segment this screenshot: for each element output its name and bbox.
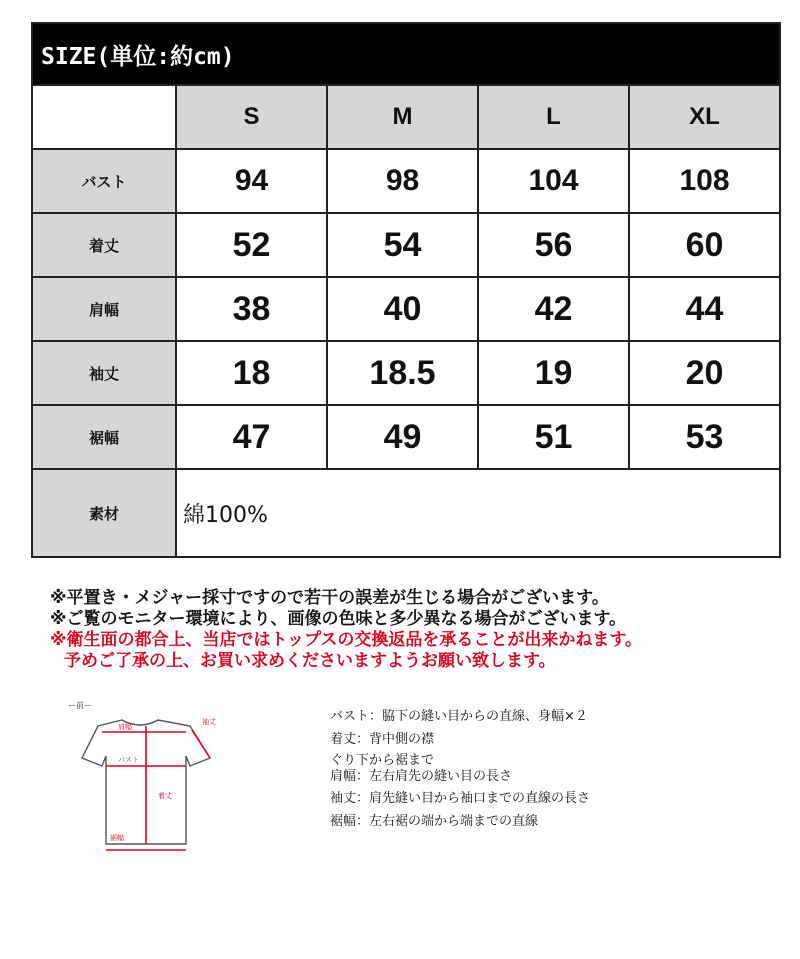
front-label: ー前ー xyxy=(68,701,92,710)
measurement-legend xyxy=(330,706,590,832)
table-cell: 44 xyxy=(629,277,780,341)
hem-diagram-label: 裾幅 xyxy=(110,834,124,842)
row-label-bust: バスト xyxy=(32,149,176,213)
size-header-xl: XL xyxy=(629,85,780,149)
table-cell: 49 xyxy=(327,405,478,469)
size-table xyxy=(31,22,781,558)
table-title: SIZE(単位:約cm) xyxy=(32,23,780,85)
table-cell: 104 xyxy=(478,149,629,213)
size-header-l: L xyxy=(478,85,629,149)
legend-shoulder: 肩幅：左右肩先の縫い目の長さ xyxy=(330,769,513,784)
row-label-length: 着丈 xyxy=(32,213,176,277)
table-cell: 54 xyxy=(327,213,478,277)
table-cell: 42 xyxy=(478,277,629,341)
material-value: 綿100% xyxy=(176,469,780,557)
size-header-s: S xyxy=(176,85,327,149)
legend-length-cont: ぐり下から裾まで xyxy=(330,753,435,768)
length-diagram-label: 着丈 xyxy=(158,792,172,800)
table-cell: 20 xyxy=(629,341,780,405)
row-label-material: 素材 xyxy=(32,469,176,557)
legend-length: 着丈：背中側の襟 xyxy=(330,732,435,747)
legend-bust: バスト：脇下の縫い目からの直線、身幅×２ xyxy=(330,709,588,724)
table-cell: 18.5 xyxy=(327,341,478,405)
shoulder-diagram-label: 肩幅 xyxy=(118,723,132,731)
header-corner xyxy=(32,85,176,149)
size-header-row xyxy=(32,85,780,149)
table-cell: 51 xyxy=(478,405,629,469)
table-cell: 47 xyxy=(176,405,327,469)
table-row-length xyxy=(32,213,780,277)
table-cell: 18 xyxy=(176,341,327,405)
warning-line: ※衛生面の都合上、当店ではトップスの交換返品を承ることが出来かねます。 xyxy=(50,630,642,650)
table-row-shoulder xyxy=(32,277,780,341)
table-cell: 40 xyxy=(327,277,478,341)
table-row-sleeve xyxy=(32,341,780,405)
tshirt-diagram xyxy=(62,698,242,858)
table-cell: 53 xyxy=(629,405,780,469)
bust-diagram-label: バスト xyxy=(118,756,139,764)
table-cell: 38 xyxy=(176,277,327,341)
table-cell: 56 xyxy=(478,213,629,277)
table-cell: 19 xyxy=(478,341,629,405)
table-cell: 108 xyxy=(629,149,780,213)
size-header-m: M xyxy=(327,85,478,149)
table-row-material xyxy=(32,469,780,557)
note-line: ※ご覧のモニター環境により、画像の色味と多少異なる場合がございます。 xyxy=(50,609,627,629)
sleeve-diagram-label: 袖丈 xyxy=(202,718,216,726)
notes xyxy=(50,588,642,672)
table-cell: 94 xyxy=(176,149,327,213)
legend-sleeve: 袖丈：肩先縫い目から袖口までの直線の長さ xyxy=(330,791,591,806)
row-label-sleeve: 袖丈 xyxy=(32,341,176,405)
table-cell: 98 xyxy=(327,149,478,213)
note-line: ※平置き・メジャー採寸ですので若干の誤差が生じる場合がございます。 xyxy=(50,588,609,608)
row-label-shoulder: 肩幅 xyxy=(32,277,176,341)
table-row-hem xyxy=(32,405,780,469)
warning-line: 予めご了承の上、お買い求めくださいますようお願い致します。 xyxy=(64,651,556,671)
table-row-bust xyxy=(32,149,780,213)
legend-hem: 裾幅：左右裾の端から端までの直線 xyxy=(330,814,539,829)
table-cell: 60 xyxy=(629,213,780,277)
row-label-hem: 裾幅 xyxy=(32,405,176,469)
table-cell: 52 xyxy=(176,213,327,277)
